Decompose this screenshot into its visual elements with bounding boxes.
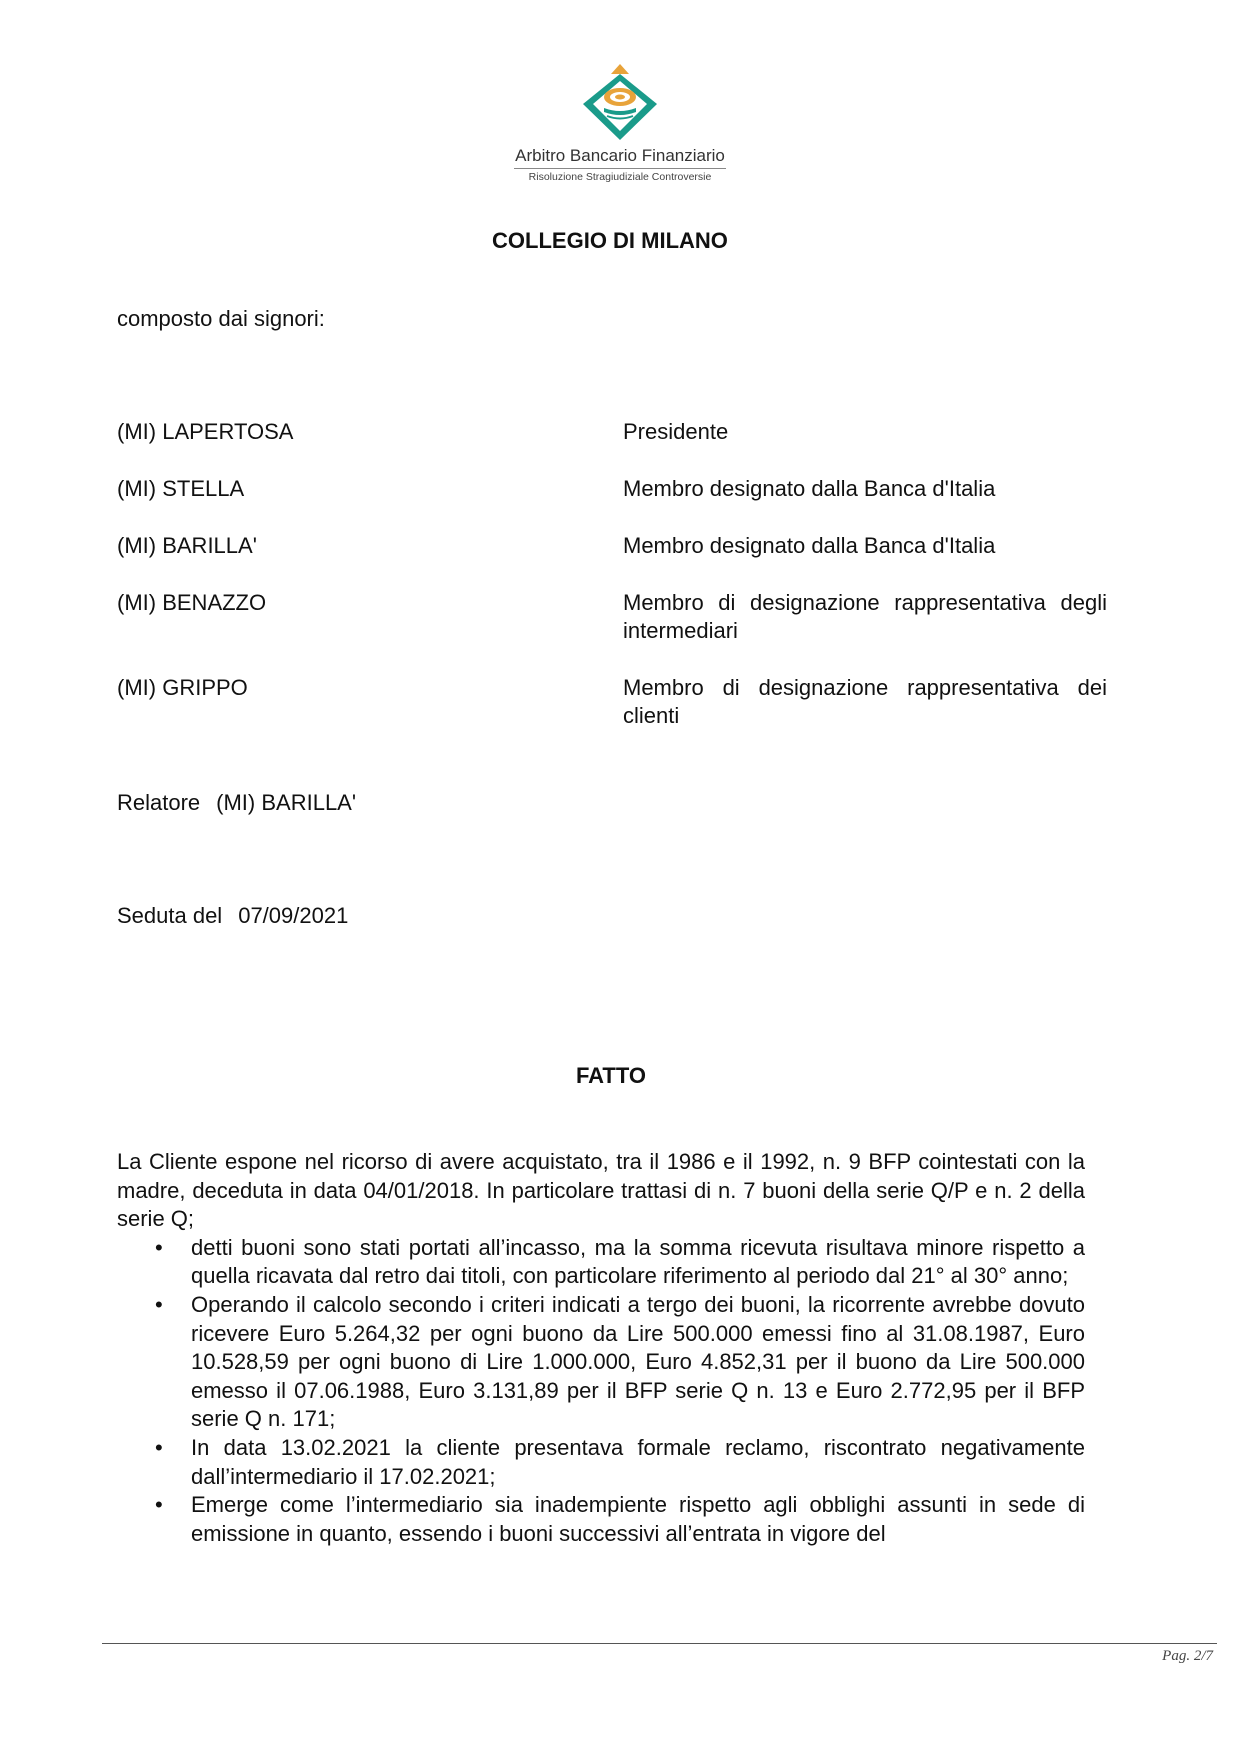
member-role: Membro di designazione rappresentativa degli intermediari (623, 590, 1107, 643)
composto-label: composto dai signori: (117, 306, 325, 331)
member-role: Membro designato dalla Banca d'Italia (623, 533, 996, 558)
bullet-icon: • (155, 1434, 163, 1460)
list-item: • Operando il calcolo secondo i criteri indicati a tergo dei buoni, la ricorrente avrebbe dovuto ricevere Euro 5.264,32 per ogni buono da Lire 500.000 emessi fino al 31.08.1987, Euro 10.528,59 per ogni buono di Lire 1.000.000, Euro 4.852,31 per il buono da Lire 500.000 emesso il 07.06.1988, Euro 3.131,89 per il BFP serie Q n. 13 e Euro 2.772,95 per il BFP serie Q n. 171; (155, 1291, 1085, 1432)
list-item: • In data 13.02.2021 la cliente presentava formale reclamo, riscontrato negativamente dall’intermediario il 17.02.2021; (155, 1434, 1085, 1489)
seduta-date: 07/09/2021 (238, 903, 349, 928)
member-name: (MI) BENAZZO (117, 590, 267, 615)
member-role: Membro designato dalla Banca d'Italia (623, 476, 996, 501)
logo-subtitle: Risoluzione Stragiudiziale Controversie (528, 171, 712, 183)
seduta (117, 902, 348, 930)
bullet-icon: • (155, 1291, 163, 1317)
page-number: Pag. 2/7 (1162, 1648, 1213, 1664)
logo-title: Arbitro Bancario Finanziario (515, 146, 725, 165)
relatore-value: (MI) BARILLA' (216, 790, 357, 815)
footer-divider (102, 1643, 1217, 1644)
fatto-body (117, 1148, 1085, 1548)
section-title-fatto: FATTO (575, 1063, 647, 1088)
seduta-label: Seduta del (117, 903, 223, 928)
member-role: Membro di designazione rappresentativa dei clienti (623, 675, 1107, 728)
member-name: (MI) GRIPPO (117, 675, 248, 700)
member-name: (MI) STELLA (117, 476, 245, 501)
logo-divider (514, 168, 726, 169)
list-item: • detti buoni sono stati portati all’incasso, ma la somma ricevuta risultava minore rispetto a quella ricavata dal retro dai titoli, con particolare riferimento al periodo dal 21° al 30° anno; (155, 1234, 1085, 1289)
fatto-bullet-list (117, 1234, 1085, 1549)
relatore (117, 789, 356, 817)
member-name: (MI) BARILLA' (117, 533, 257, 558)
fatto-intro: La Cliente espone nel ricorso di avere acquistato, tra il 1986 e il 1992, n. 9 BFP cointestati con la madre, deceduta in data 04/01/2018. In particolare trattasi di n. 7 buoni della serie Q/P e n. 2 della serie Q; (117, 1149, 1085, 1232)
abf-logo (500, 64, 740, 194)
relatore-label: Relatore (117, 790, 201, 815)
member-name: (MI) LAPERTOSA (117, 419, 294, 444)
list-item: • Emerge come l’intermediario sia inadempiente rispetto agli obblighi assunti in sede di emissione in quanto, essendo i buoni successivi all’entrata in vigore del (155, 1492, 1085, 1546)
member-role: Presidente (623, 419, 729, 444)
bullet-icon: • (155, 1492, 163, 1518)
bullet-icon: • (155, 1234, 163, 1260)
abf-emblem-icon (577, 64, 663, 142)
page-title: COLLEGIO DI MILANO (492, 228, 728, 253)
